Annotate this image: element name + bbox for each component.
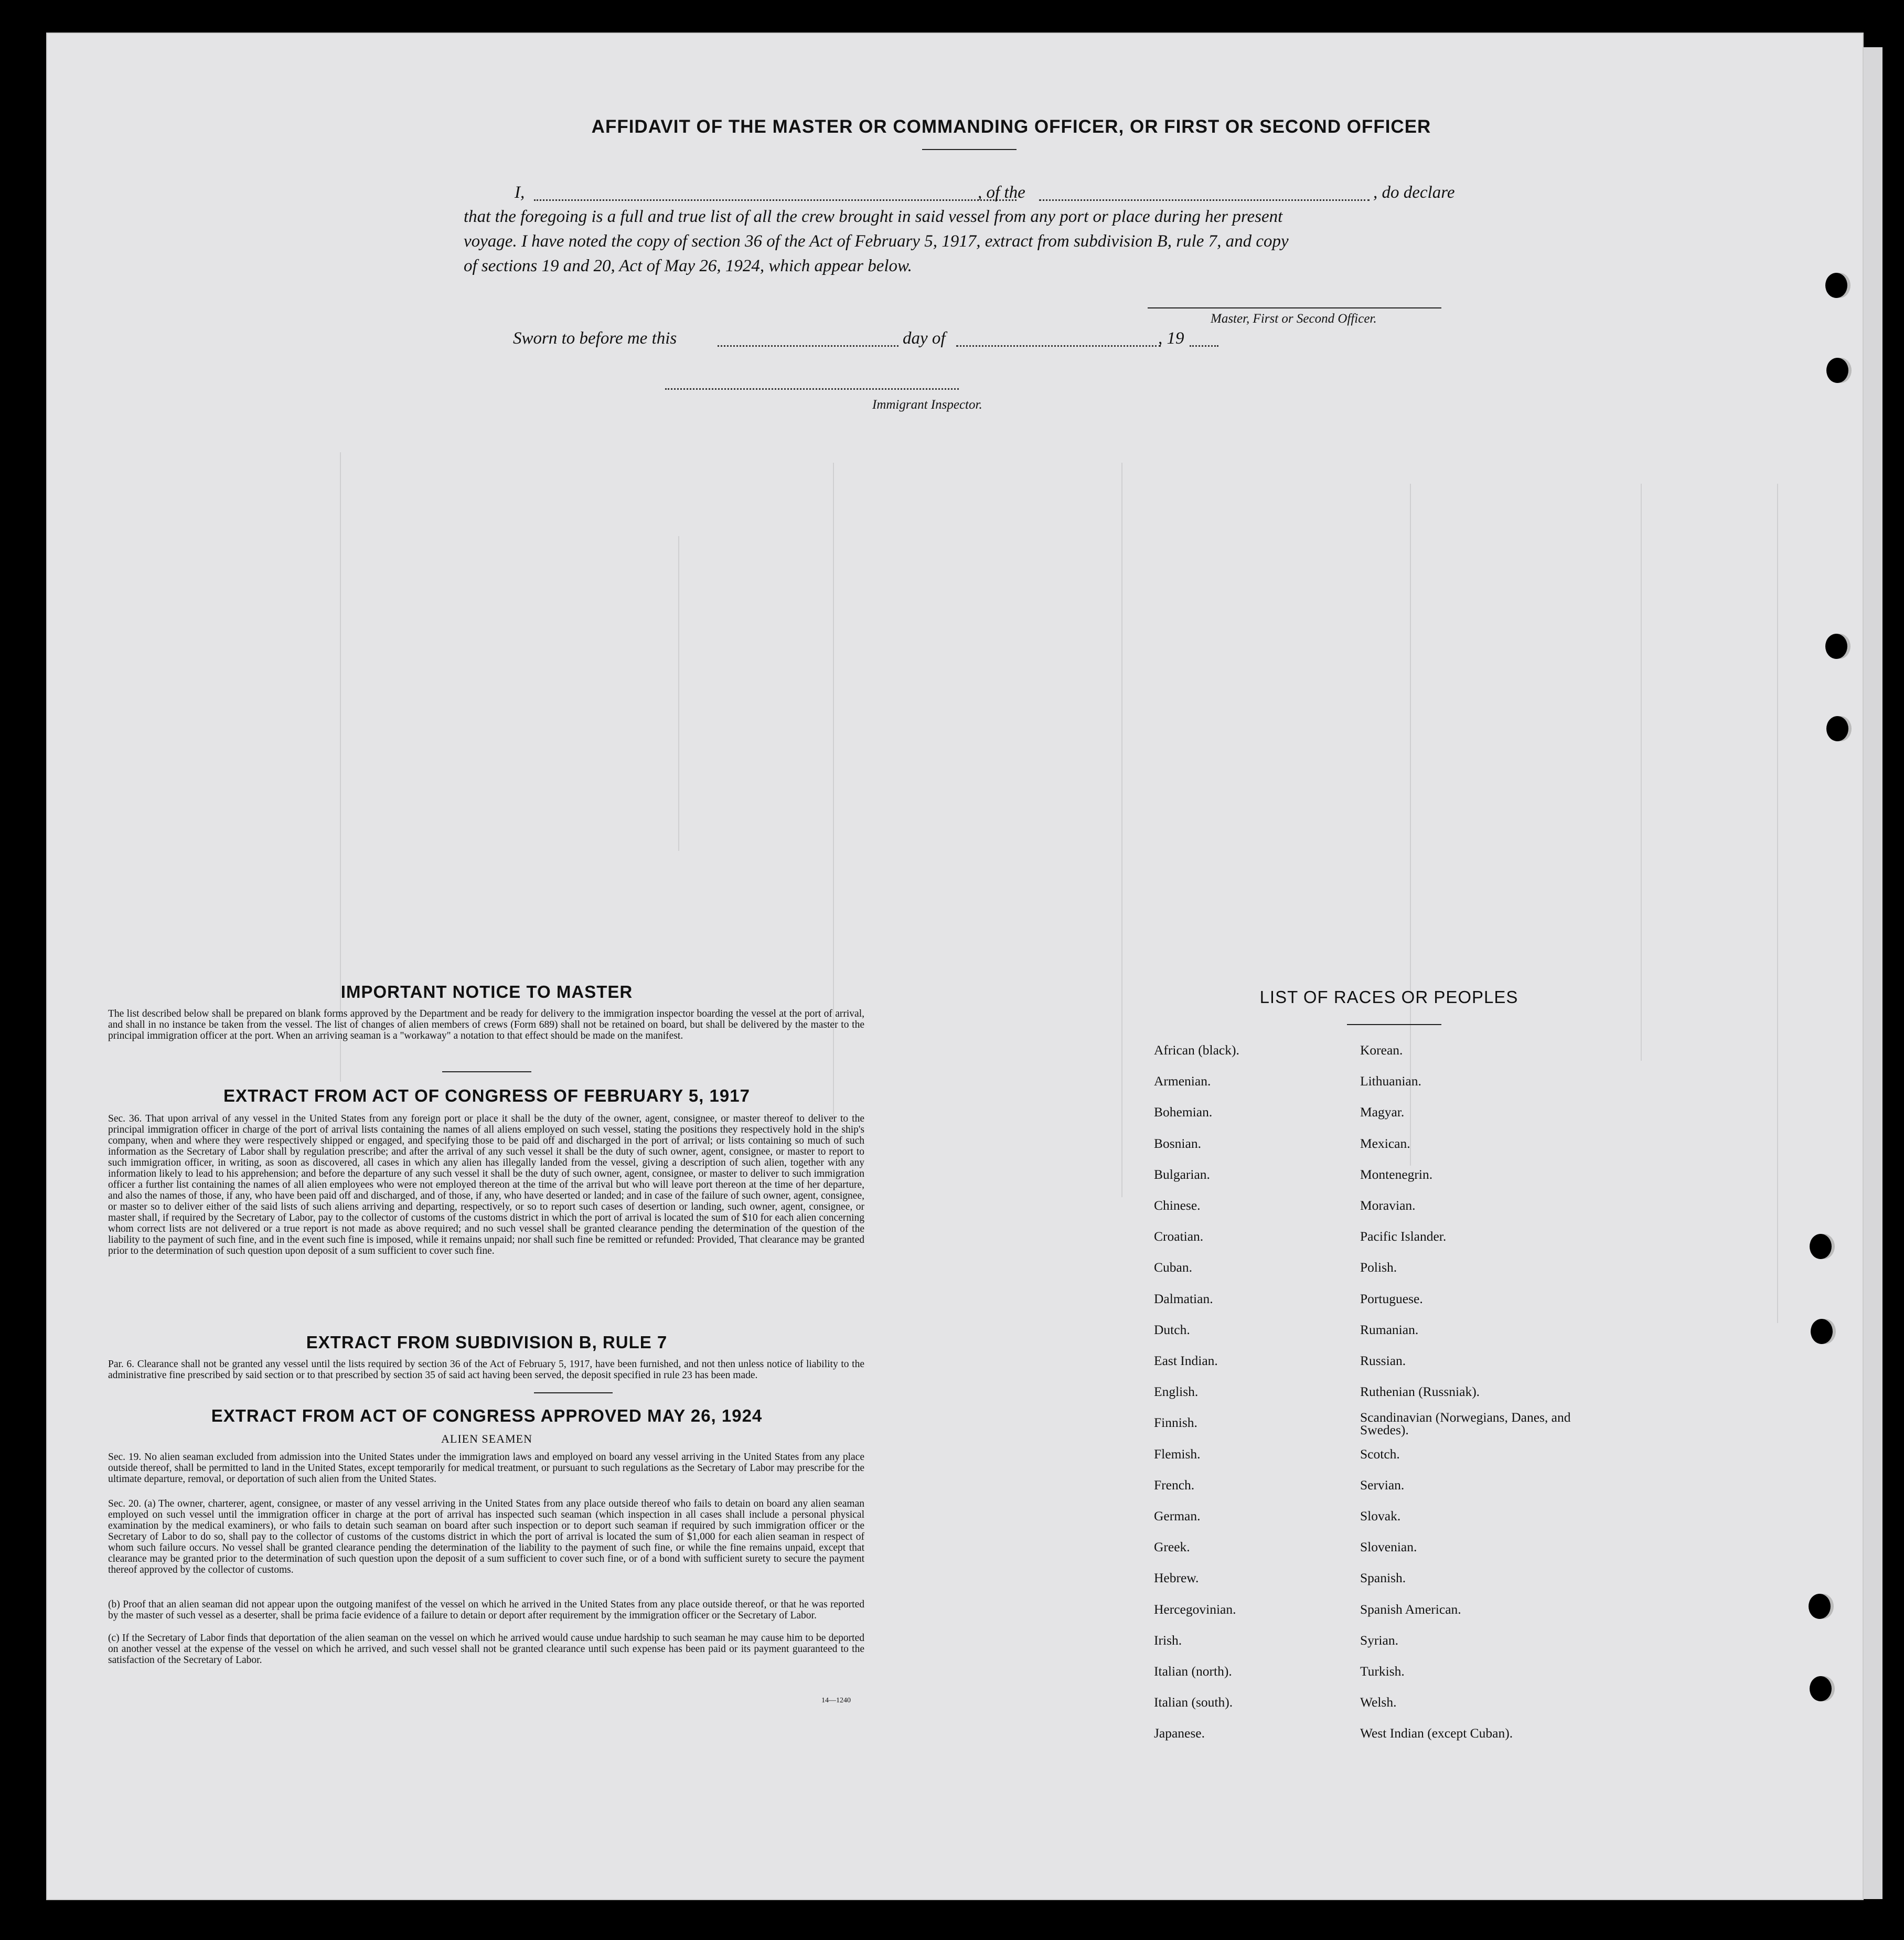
race-item: Slovenian. <box>1360 1539 1417 1555</box>
binder-hole <box>1826 716 1848 741</box>
race-item: Magyar. <box>1360 1104 1405 1120</box>
sec-20a-body: Sec. 20. (a) The owner, charterer, agent, consignee, or master of any vessel arriving in the United States from any place outside thereof who fails to detain on board any alien seaman employed on such vessel until the immigration officer in charge at the port of arrival has inspected such seaman (which inspection in all cases shall include a personal physical examination by the medical examiners), or who fails to detain such seaman on board after such inspection or to deport such seaman if required by such immigration officer or the Secretary of Labor to do so, shall pay to the collector of customs of the customs district in which the port of arrival is located the sum of $1,000 for each alien seaman in respect of whom such failure occurs. No vessel shall be granted clearance pending the determination of the liability to the payment of such fine, or while the fine remains unpaid, except that clearance may be granted prior to the determination of such question upon the deposit of a sum sufficient to cover such fine, or of a bond with sufficient surety to secure the payment thereof approved by the collector of customs. <box>108 1498 864 1575</box>
sec-20b-body: (b) Proof that an alien seaman did not appear upon the outgoing manifest of the vessel on which he arrived in the United States from any place outside thereof, or that he was reported by the master of such vessel as a deserter, shall be prima facie evidence of a failure to detain or deport after requirement by the immigration officer or the Secretary of Labor. <box>108 1599 864 1621</box>
day-of-label: day of <box>903 329 946 348</box>
race-item: Spanish American. <box>1360 1601 1461 1617</box>
binder-hole <box>1811 1319 1833 1344</box>
races-divider <box>1347 1024 1441 1025</box>
affidavit-line-4: of sections 19 and 20, Act of May 26, 1924, which appear below. <box>464 257 912 275</box>
race-item: French. <box>1154 1477 1195 1493</box>
race-item: African (black). <box>1154 1042 1239 1058</box>
race-item: Portuguese. <box>1360 1291 1423 1306</box>
race-item: Greek. <box>1154 1539 1190 1555</box>
vessel-blank[interactable] <box>1039 199 1370 201</box>
race-item: Armenian. <box>1154 1073 1211 1089</box>
race-item: Scotch. <box>1360 1446 1400 1462</box>
race-item: Croatian. <box>1154 1229 1204 1244</box>
binder-hole <box>1810 1234 1832 1259</box>
race-item: Bohemian. <box>1154 1104 1213 1120</box>
race-item: Chinese. <box>1154 1198 1201 1213</box>
races-left-column <box>1154 1035 1239 1749</box>
binder-hole <box>1810 1676 1832 1701</box>
race-item: Ruthenian (Russniak). <box>1360 1384 1480 1400</box>
races-title: LIST OF RACES OR PEOPLES <box>1259 987 1518 1007</box>
race-item: Bosnian. <box>1154 1135 1201 1151</box>
subdivision-b-title: EXTRACT FROM SUBDIVISION B, RULE 7 <box>306 1333 668 1352</box>
notice-title: IMPORTANT NOTICE TO MASTER <box>340 982 633 1001</box>
race-item: West Indian (except Cuban). <box>1360 1725 1513 1741</box>
divider-1 <box>442 1071 531 1072</box>
extract-1917-title: EXTRACT FROM ACT OF CONGRESS OF FEBRUARY 5, 1917 <box>223 1086 750 1105</box>
sec-20c-body: (c) If the Secretary of Labor finds that deportation of the alien seaman on the vessel on which he arrived would cause undue hardship to such seaman he may cause him to be deported on another vessel at the expense of the vessel on which he arrived, and such vessel shall not be granted clearance until such expense has been paid or its payment guaranteed to the satisfaction of the Secretary of Labor. <box>108 1633 864 1666</box>
inspector-caption: Immigrant Inspector. <box>872 398 982 412</box>
race-item: Moravian. <box>1360 1198 1416 1213</box>
title-divider <box>922 149 1017 150</box>
affidavit-line-3: voyage. I have noted the copy of section 36 of the Act of February 5, 1917, extract from subdivision B, rule 7, and copy <box>464 232 1289 251</box>
alien-seamen-subtitle: ALIEN SEAMEN <box>441 1432 532 1445</box>
master-caption: Master, First or Second Officer. <box>1211 312 1377 326</box>
race-item: Japanese. <box>1154 1725 1205 1741</box>
binder-hole <box>1809 1594 1831 1619</box>
page-edge <box>1864 47 1882 1899</box>
race-item: Italian (south). <box>1154 1694 1233 1710</box>
race-item: Syrian. <box>1360 1632 1398 1648</box>
race-item: Mexican. <box>1360 1135 1410 1151</box>
race-item: Hercegovinian. <box>1154 1601 1236 1617</box>
race-item: Montenegrin. <box>1360 1166 1433 1182</box>
race-item: English. <box>1154 1384 1199 1400</box>
race-item: Rumanian. <box>1360 1321 1419 1337</box>
race-item: Irish. <box>1154 1632 1182 1648</box>
race-item: Pacific Islander. <box>1360 1229 1447 1244</box>
binder-hole <box>1826 358 1848 383</box>
extract-1917-body: Sec. 36. That upon arrival of any vessel in the United States from any foreign port or place it shall be the duty of the owner, agent, consignee, or master thereof to deliver to the principal immigration officer in charge of the port of arrival lists containing the names of all aliens employed on such vessel, stating the positions they respectively hold in the ship's company, when and where they were respectively shipped or engaged, and specifying those to be paid off and discharged in the port of arrival; or lists containing so much of such information as the Secretary of Labor shall by regulation prescribe; and after the arrival of any such vessel it shall be the duty of such owner, agent, consignee, or master to report to such immigration officer, in writing, as soon as discovered, all cases in which any alien has illegally landed from the vessel, giving a description of such alien, together with any information likely to lead to his apprehension; and before the departure of any such vessel it shall be the duty of such owner, agent, consignee, or master to deliver to such immigration officer a further list containing the names of all alien employees who were not employed thereon at the time of the arrival but who will leave port thereon at the time of her departure, and also the names of those, if any, who have been paid off and discharged, and of those, if any, who have deserted or landed; and in case of the failure of such owner, agent, consignee, or master so to deliver either of the said lists of such aliens arriving and departing, respectively, or so to report such cases of desertion or landing, such owner, agent, consignee, or master shall, if required by the Secretary of Labor, pay to the collector of customs of the customs district in which the port of arrival is located the sum of $10 for each alien concerning whom correct lists are not delivered or a true report is not made as above required; and no such vessel shall be granted clearance pending the determination of the question of the liability to the payment of such fine, and in the event such fine is imposed, while it remains unpaid; nor shall such fine be remitted or refunded: Provided, That clearance may be granted prior to the determination of such question upon deposit of a sum sufficient to cover such fine. <box>108 1113 864 1256</box>
divider-2 <box>534 1392 613 1393</box>
race-item: German. <box>1154 1508 1201 1524</box>
year-prefix: , 19 <box>1158 329 1184 348</box>
binder-hole <box>1825 634 1847 659</box>
races-right-column <box>1360 1035 1580 1749</box>
race-item: Servian. <box>1360 1477 1405 1493</box>
sec-19-body: Sec. 19. No alien seaman excluded from admission into the United States under the immigration laws and employed on board any vessel arriving in the United States from any place outside thereof, shall be permitted to land in the United States, except temporarily for medical treatment, or pursuant to such regulations as the Secretary of Labor may prescribe for the ultimate departure, removal, or deportation of such alien from the United States. <box>108 1452 864 1485</box>
race-item: Spanish. <box>1360 1570 1406 1586</box>
extract-1924-title: EXTRACT FROM ACT OF CONGRESS APPROVED MAY 26, 1924 <box>211 1406 763 1425</box>
race-item: Welsh. <box>1360 1694 1397 1710</box>
race-item: Italian (north). <box>1154 1664 1232 1679</box>
inspector-signature-line[interactable] <box>665 388 959 390</box>
binder-hole <box>1825 273 1847 298</box>
race-item: Cuban. <box>1154 1260 1192 1275</box>
race-item: Lithuanian. <box>1360 1073 1421 1089</box>
document-page <box>46 33 1864 1900</box>
sworn-label: Sworn to before me this <box>513 329 677 348</box>
master-signature-line[interactable] <box>1148 307 1441 308</box>
subdivision-b-body: Par. 6. Clearance shall not be granted any vessel until the lists required by section 36 of the Act of February 5, 1917, have been furnished, and not then unless notice of liability to the administrative fine prescribed by said section or to that prescribed by section 35 of said act having been served, the deposit specified in rule 23 has been made. <box>108 1359 864 1381</box>
race-item: Russian. <box>1360 1353 1406 1369</box>
race-item: Dutch. <box>1154 1321 1190 1337</box>
race-item: Dalmatian. <box>1154 1291 1213 1306</box>
affidavit-title: AFFIDAVIT OF THE MASTER OR COMMANDING OFFICER, OR FIRST OR SECOND OFFICER <box>591 116 1431 137</box>
sworn-year-blank[interactable] <box>1190 345 1218 347</box>
sworn-day-blank[interactable] <box>718 345 898 347</box>
race-item: Hebrew. <box>1154 1570 1199 1586</box>
sworn-month-blank[interactable] <box>956 345 1161 347</box>
race-item: Turkish. <box>1360 1664 1405 1679</box>
form-number: 14—1240 <box>821 1697 851 1704</box>
race-item: Scandinavian (Norwegians, Danes, and Swedes). <box>1360 1410 1571 1438</box>
race-item: East Indian. <box>1154 1353 1218 1369</box>
race-item: Korean. <box>1360 1042 1403 1058</box>
race-item: Bulgarian. <box>1154 1166 1210 1182</box>
race-item: Finnish. <box>1154 1415 1197 1431</box>
notice-body: The list described below shall be prepared on blank forms approved by the Department and be ready for delivery to the immigration inspector boarding the vessel at the port of arrival, and shall in no instance be taken from the vessel. The list of changes of alien members of crews (Form 689) shall not be retained on board, but shall be delivered by the master to the principal immigration officer at the port. When an arriving seaman is a "workaway" a notation to that effect should be made on the manifest. <box>108 1008 864 1041</box>
race-item: Flemish. <box>1154 1446 1201 1462</box>
race-item: Slovak. <box>1360 1508 1401 1524</box>
race-item: Polish. <box>1360 1260 1397 1275</box>
affidavit-of-the: , of the <box>978 183 1025 202</box>
affidavit-i-label: I, <box>515 183 525 202</box>
affidavit-line-2: that the foregoing is a full and true list of all the crew brought in said vessel from any port or place during her present <box>464 207 1283 226</box>
name-blank[interactable] <box>534 199 1017 201</box>
affidavit-do-declare: , do declare <box>1373 183 1455 202</box>
